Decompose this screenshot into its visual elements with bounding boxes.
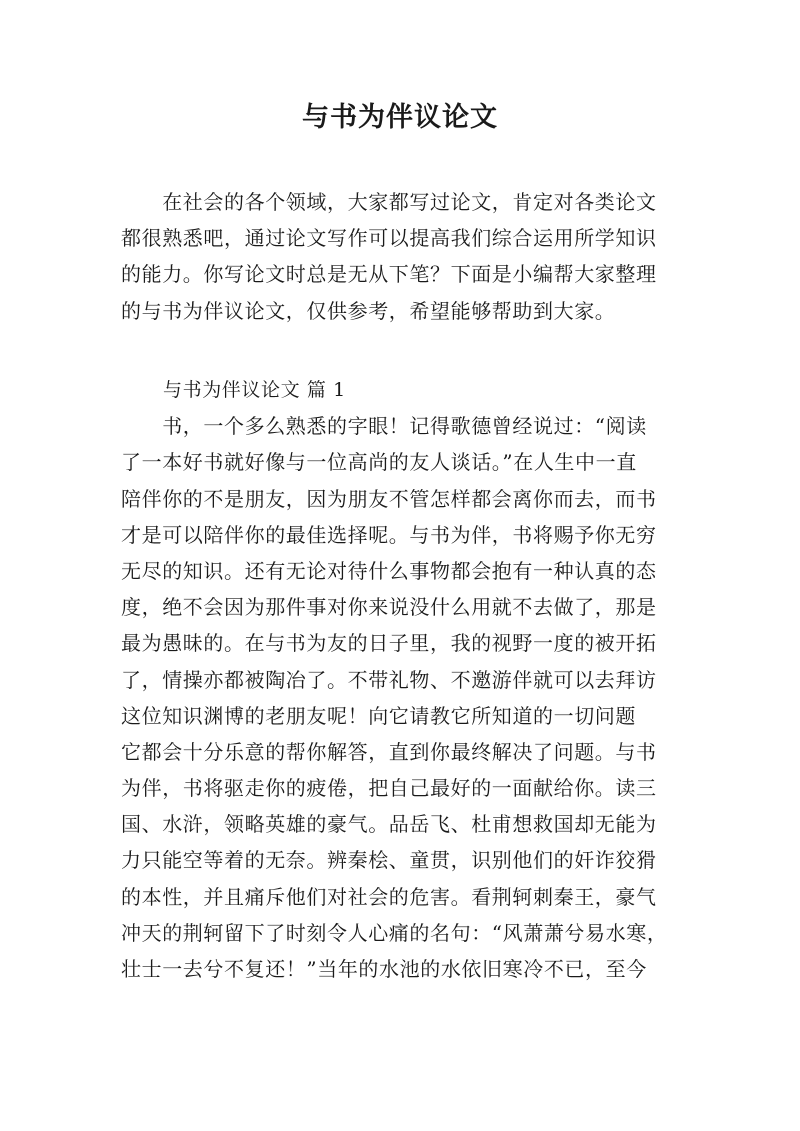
text-line: 的本性，并且痛斥他们对社会的危害。看荆轲刺秦王，豪气 [121,884,657,909]
text-line: 最为愚昧的。在与书为友的日子里，我的视野一度的被开拓 [121,631,657,656]
text-line: 度，绝不会因为那件事对你来说没什么用就不去做了，那是 [121,595,657,620]
text-line: 陪伴你的不是朋友，因为朋友不管怎样都会离你而去，而书 [121,486,657,511]
text-line: 在社会的各个领域，大家都写过论文，肯定对各类论文 [121,190,657,214]
text-line: 冲天的荆轲留下了时刻令人心痛的名句：“风萧萧兮易水寒， [121,920,668,945]
text-line: 了一本好书就好像与一位高尚的友人谈话。”在人生中一直 [121,450,637,475]
text-line: 为伴，书将驱走你的疲倦，把自己最好的一面献给你。读三 [121,776,657,801]
text-line: 的与书为伴议论文，仅供参考，希望能够帮助到大家。 [121,298,616,323]
text-line: 这位知识渊博的老朋友呢！向它请教它所知道的一切问题 [121,703,636,728]
essay-section [121,372,681,987]
text-line: 才是可以陪伴你的最佳选择呢。与书为伴，书将赐予你无穷 [121,522,657,547]
text-line: 国、水浒，领略英雄的豪气。品岳飞、杜甫想救国却无能为 [121,812,657,837]
text-line: 力只能空等着的无奈。辨秦桧、童贯，识别他们的奸诈狡猾 [121,848,657,873]
text-line: 无尽的知识。还有无论对待什么事物都会抱有一种认真的态 [121,558,657,583]
document-title: 与书为伴议论文 [302,102,498,133]
section-heading: 与书为伴议论文 篇 1 [163,379,346,401]
text-line: 书，一个多么熟悉的字眼！记得歌德曾经说过：“阅读 [121,414,647,439]
text-line: 的能力。你写论文时总是无从下笔？下面是小编帮大家整理 [121,262,657,287]
text-line: 都很熟悉吧，通过论文写作可以提高我们综合运用所学知识 [121,226,657,251]
text-line: 壮士一去兮不复还！”当年的水池的水依旧寒冷不已，至今 [121,957,647,981]
text-line: 了，情操亦都被陶冶了。不带礼物、不邀游伴就可以去拜访 [121,667,657,692]
text-line: 它都会十分乐意的帮你解答，直到你最终解决了问题。与书 [121,739,657,764]
intro-paragraph [121,184,681,329]
